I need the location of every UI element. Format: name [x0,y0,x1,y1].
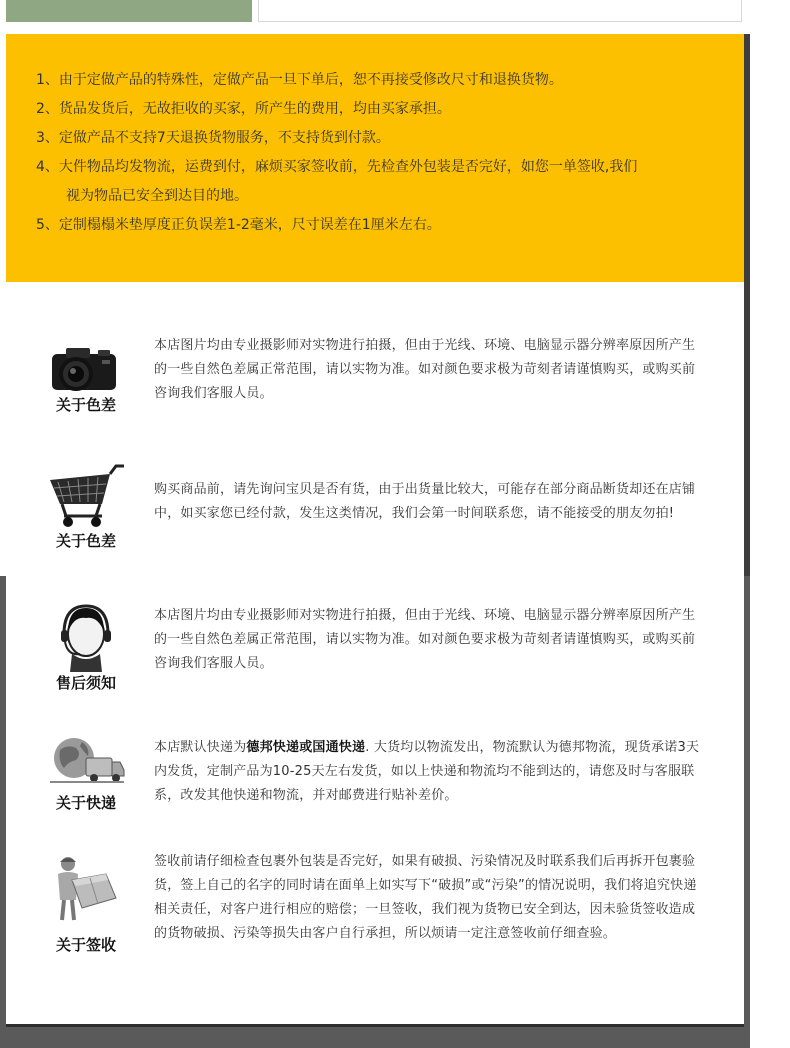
notice-text: 定做产品不支持7天退换货物服务，不支持货到付款。 [58,130,390,146]
notice-text: 货品发货后，无故拒收的买家，所产生的费用，均由买家承担。 [58,101,451,117]
purchase-notice [6,34,744,282]
notice-text: 大件物品均发物流，运费到付，麻烦买家签收前，先检查外包装是否完好，如您一单签收,我们 [58,159,638,175]
section-label: 售后须知 [55,674,116,692]
notice-item [36,211,724,240]
section-label: 关于签收 [55,936,116,954]
courier-package-icon [46,854,126,930]
frame-bottom-shadow [6,1024,744,1027]
headset-support-icon [46,602,126,678]
notice-number: 3、 [36,130,59,146]
section-label: 关于色差 [55,396,116,414]
notice-item [36,153,724,211]
frame-bottom [0,1026,750,1048]
notice-number: 2、 [36,101,59,117]
notice-number: 4、 [36,159,59,175]
section-text-post: . 大货均以物流发出，物流默认为德邦物流，现货承诺3天内发货，定制产品为10-25天左右发货，如以上快递和物流均不能到达的，请您及时与客服联系，改发其他快递和物流，并对邮费进行贴补差价。 [154,740,700,803]
notice-text: 定制榻榻米垫厚度正负误差1-2毫米，尺寸误差在1厘米左右。 [58,217,441,233]
info-panel [6,282,744,1024]
section-text-highlight: 德邦快递或国通快递 [246,740,366,755]
section-text: 签收前请仔细检查包裹外包装是否完好，如果有破损、污染情况及时联系我们后再拆开包裹验货，签上自己的名字的同时请在面单上如实写下“破损”或“污染”的情况说明，我们将追究快递相关责任，对客户进行相应的赔偿；一旦签收，我们视为货物已安全到达，因未验货签收造成的货物破损、污染等损失由客户自行承担，所以烦请一定注意签收前仔细查验。 [154,854,697,941]
notice-number: 1、 [36,72,59,88]
notice-text: 由于定做产品的特殊性，定做产品一旦下单后，恕不再接受修改尺寸和退换货物。 [58,72,563,88]
shopping-cart-icon [46,460,126,536]
notice-number: 5、 [36,217,59,233]
section-text: 本店图片均由专业摄影师对实物进行拍摄，但由于光线、环境、电脑显示器分辨率原因所产生的一些自然色差属正常范围，请以实物为准。如对颜色要求极为苛刻者请谨慎购买，或购买前咨询我们客服人员。 [154,338,696,401]
notice-item [36,66,724,95]
frame-right-lower [744,576,750,1048]
section-text [154,736,706,808]
frame-right [744,34,750,576]
section-label: 关于快递 [55,794,116,812]
notice-text-continued: 视为物品已安全到达目的地。 [66,188,248,204]
section-text: 本店图片均由专业摄影师对实物进行拍摄，但由于光线、环境、电脑显示器分辨率原因所产生的一些自然色差属正常范围，请以实物为准。如对颜色要求极为苛刻者请谨慎购买，或购买前咨询我们客服人员。 [154,608,696,671]
section-label: 关于色差 [55,532,116,550]
notice-item [36,95,724,124]
notice-item [36,124,724,153]
top-green-bar [6,0,252,22]
top-white-box [258,0,742,22]
section-text: 购买商品前，请先询问宝贝是否有货，由于出货量比较大，可能存在部分商品断货却还在店铺中，如买家您已经付款，发生这类情况，我们会第一时间联系您，请不能接受的朋友勿拍! [154,482,696,521]
section-text-pre: 本店默认快递为 [154,740,247,755]
